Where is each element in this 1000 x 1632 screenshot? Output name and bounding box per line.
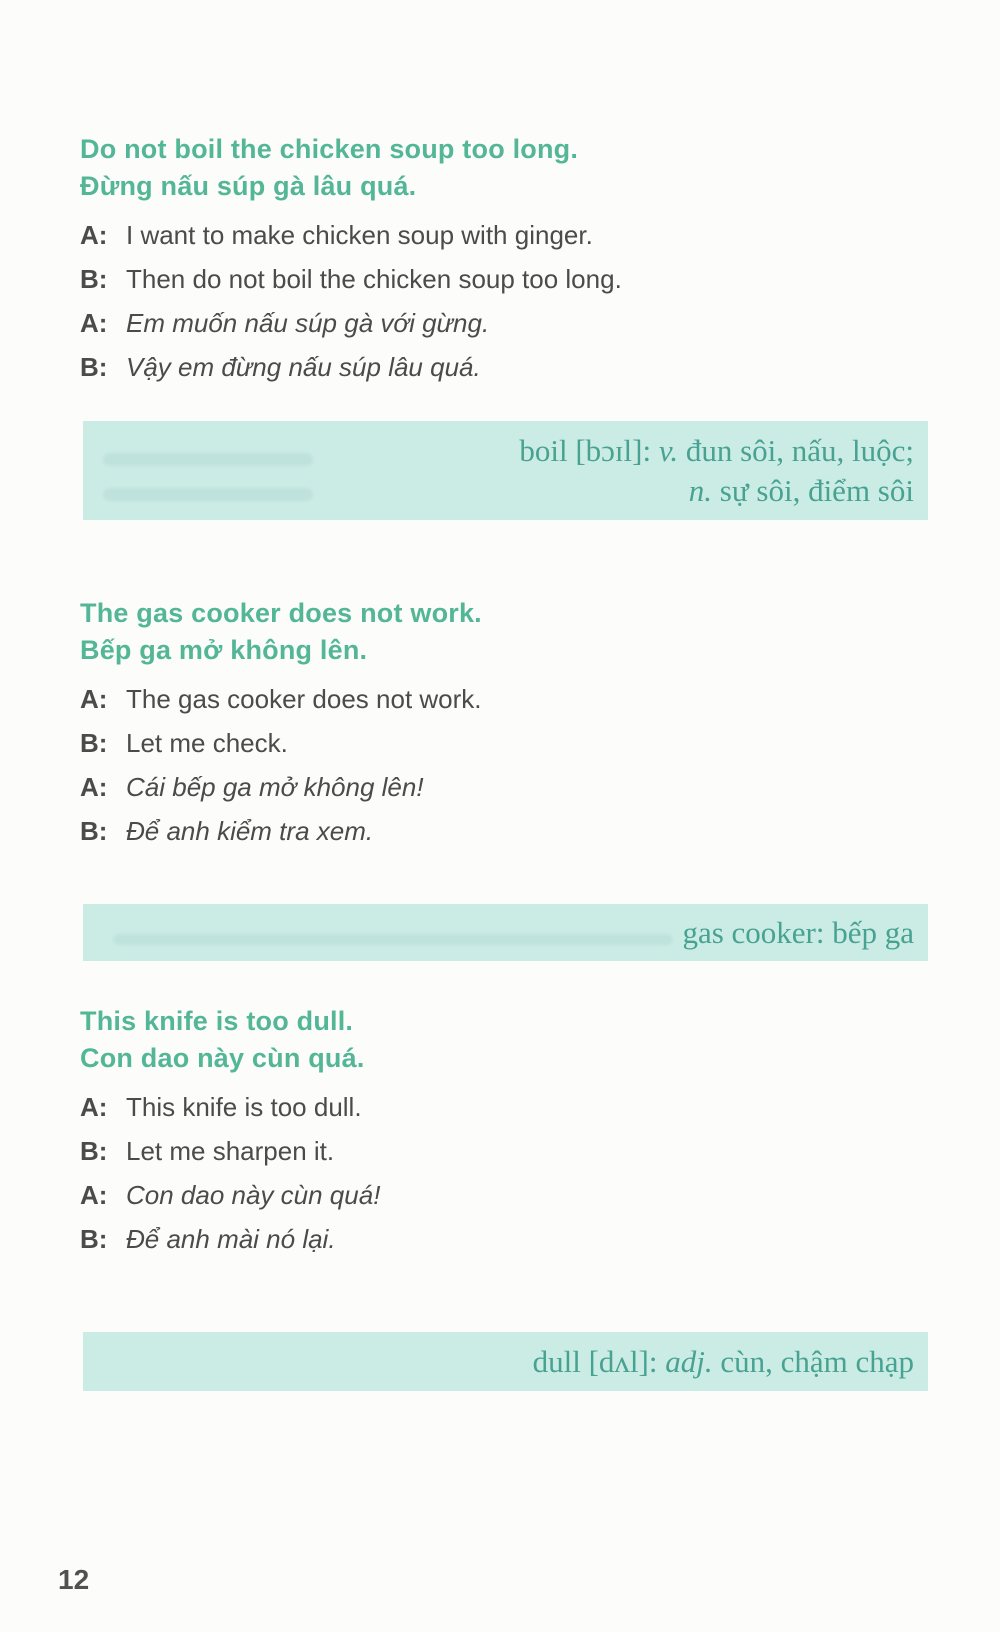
dialogue-text: The gas cooker does not work. xyxy=(126,684,482,714)
vocab-term: boil [bɔɪl]: xyxy=(519,433,659,468)
dialogue-line xyxy=(80,257,860,301)
dialogue-text-vietnamese: Để anh kiểm tra xem. xyxy=(126,816,374,846)
section-title-vi: Đừng nấu súp gà lâu quá. xyxy=(80,171,417,201)
speaker-label: A: xyxy=(80,684,108,714)
speaker-label: B: xyxy=(80,1224,108,1254)
section-title xyxy=(80,131,860,205)
vocab-line xyxy=(83,1332,914,1391)
dialogue-text-vietnamese: Con dao này cùn quá! xyxy=(126,1180,381,1210)
section-title xyxy=(80,1003,860,1077)
vocab-meaning: cùn, chậm chạp xyxy=(712,1344,914,1379)
vocab-box-gas-cooker xyxy=(83,904,928,961)
dialogue xyxy=(80,1085,860,1261)
lesson-section-gas-cooker xyxy=(80,595,860,853)
speaker-label: B: xyxy=(80,264,108,294)
section-title-vi: Con dao này cùn quá. xyxy=(80,1043,365,1073)
vocab-box-dull xyxy=(83,1332,928,1391)
vocab-term: gas cooker: bếp ga xyxy=(682,915,914,950)
dialogue-line xyxy=(80,1085,860,1129)
lesson-section-dull-knife xyxy=(80,1003,860,1261)
dialogue-line xyxy=(80,213,860,257)
dialogue-line xyxy=(80,765,860,809)
speaker-label: B: xyxy=(80,728,108,758)
section-title-en: The gas cooker does not work. xyxy=(80,598,482,628)
section-title xyxy=(80,595,860,669)
speaker-label: A: xyxy=(80,220,108,250)
dialogue-line xyxy=(80,345,860,389)
speaker-label: B: xyxy=(80,1136,108,1166)
section-title-en: Do not boil the chicken soup too long. xyxy=(80,134,579,164)
dialogue xyxy=(80,213,860,389)
vocab-pos: n. xyxy=(688,473,713,508)
dialogue-line xyxy=(80,301,860,345)
speaker-label: A: xyxy=(80,772,108,802)
dialogue-text-vietnamese: Để anh mài nó lại. xyxy=(126,1224,336,1254)
page-number: 12 xyxy=(58,1564,90,1595)
dialogue-text: Let me check. xyxy=(126,728,288,758)
lesson-section-boil xyxy=(80,131,860,389)
dialogue xyxy=(80,677,860,853)
dialogue-line xyxy=(80,1217,860,1261)
speaker-label: A: xyxy=(80,1092,108,1122)
dialogue-text: This knife is too dull. xyxy=(126,1092,362,1122)
vocab-meaning: đun sôi, nấu, luộc; xyxy=(678,433,914,468)
dialogue-text: I want to make chicken soup with ginger. xyxy=(126,220,593,250)
speaker-label: A: xyxy=(80,308,108,338)
speaker-label: B: xyxy=(80,816,108,846)
speaker-label: B: xyxy=(80,352,108,382)
vocab-line xyxy=(83,471,914,511)
vocab-pos: v. xyxy=(658,433,679,468)
vocab-meaning: sự sôi, điểm sôi xyxy=(712,473,914,508)
section-title-vi: Bếp ga mở không lên. xyxy=(80,635,368,665)
dialogue-line xyxy=(80,1129,860,1173)
dialogue-text: Let me sharpen it. xyxy=(126,1136,335,1166)
dialogue-line xyxy=(80,809,860,853)
vocab-line xyxy=(83,904,914,961)
vocab-line xyxy=(83,431,914,471)
section-title-en: This knife is too dull. xyxy=(80,1006,354,1036)
dialogue-text-vietnamese: Vậy em đừng nấu súp lâu quá. xyxy=(126,352,481,382)
dialogue-text-vietnamese: Em muốn nấu súp gà với gừng. xyxy=(126,308,490,338)
dialogue-text: Then do not boil the chicken soup too long. xyxy=(126,264,622,294)
dialogue-line xyxy=(80,677,860,721)
dialogue-line xyxy=(80,1173,860,1217)
speaker-label: A: xyxy=(80,1180,108,1210)
dialogue-line xyxy=(80,721,860,765)
vocab-pos: adj. xyxy=(665,1344,713,1379)
vocab-box-boil xyxy=(83,421,928,520)
dialogue-text-vietnamese: Cái bếp ga mở không lên! xyxy=(126,772,424,802)
vocab-term: dull [dʌl]: xyxy=(532,1344,666,1379)
